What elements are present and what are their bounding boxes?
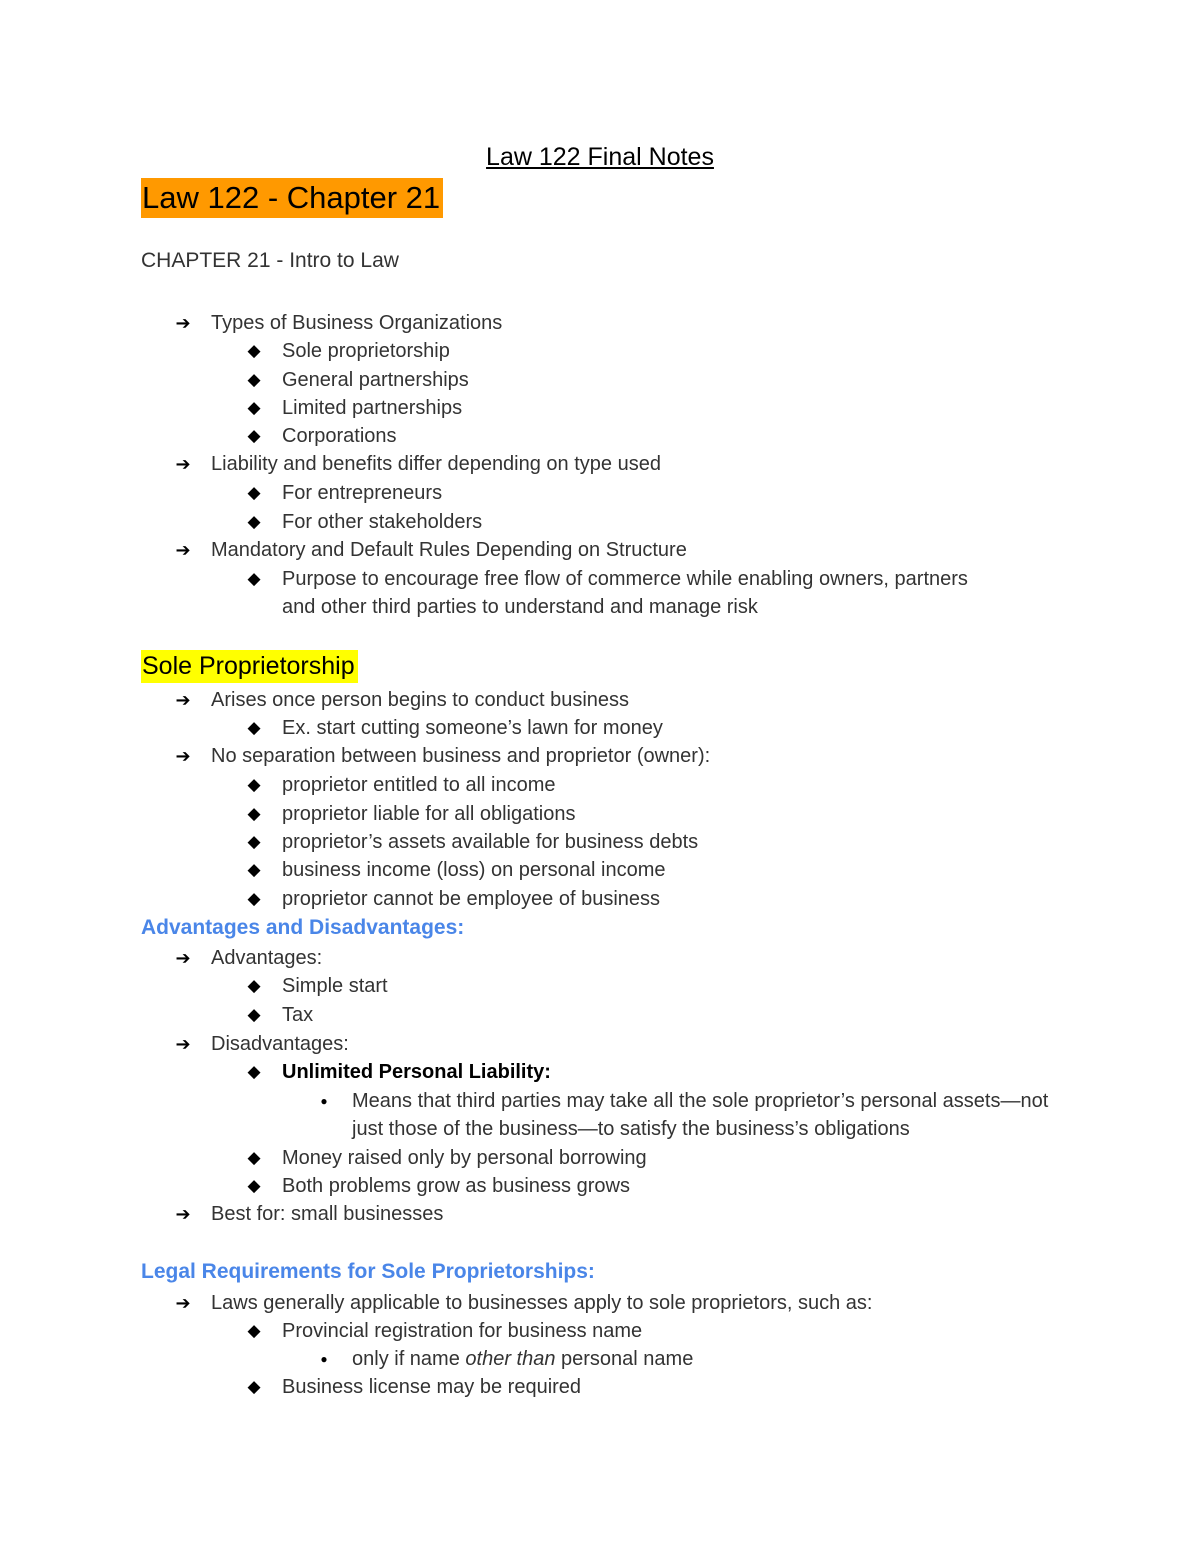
list-item: ➔ Disadvantages:	[211, 1030, 349, 1058]
diamond-bullet-icon: ◆	[247, 569, 261, 588]
diamond-bullet-icon: ◆	[247, 1176, 261, 1195]
list-item: ◆ Ex. start cutting someone’s lawn for money	[282, 714, 663, 742]
arrow-bullet-icon: ➔	[175, 454, 191, 474]
list-item: ◆ Tax	[282, 1001, 313, 1029]
diamond-bullet-icon: ◆	[247, 1005, 261, 1024]
arrow-bullet-icon: ➔	[175, 1293, 191, 1313]
document-title: Law 122 Final Notes	[486, 143, 714, 171]
list-item: ◆ business income (loss) on personal income	[282, 856, 666, 884]
diamond-bullet-icon: ◆	[247, 370, 261, 389]
list-item: ◆ Business license may be required	[282, 1373, 581, 1401]
list-item: ● only if name other than personal name	[352, 1345, 693, 1373]
list-item: ◆ proprietor’s assets available for business debts	[282, 828, 698, 856]
diamond-bullet-icon: ◆	[247, 718, 261, 737]
diamond-bullet-icon: ◆	[247, 1148, 261, 1167]
subsection-heading: Legal Requirements for Sole Proprietorships:	[141, 1260, 595, 1283]
dot-bullet-icon: ●	[320, 1352, 328, 1366]
arrow-bullet-icon: ➔	[175, 540, 191, 560]
arrow-bullet-icon: ➔	[175, 1204, 191, 1224]
list-item: ➔ Arises once person begins to conduct business	[211, 686, 629, 714]
dot-bullet-icon: ●	[320, 1094, 328, 1108]
list-item: ➔ No separation between business and proprietor (owner):	[211, 742, 710, 770]
list-item: ➔ Advantages:	[211, 944, 322, 972]
diamond-bullet-icon: ◆	[247, 889, 261, 908]
diamond-bullet-icon: ◆	[247, 341, 261, 360]
list-item: ◆ General partnerships	[282, 366, 469, 394]
diamond-bullet-icon: ◆	[247, 1377, 261, 1396]
diamond-bullet-icon: ◆	[247, 398, 261, 417]
list-item: ◆ Provincial registration for business name	[282, 1317, 642, 1345]
list-item: ➔ Liability and benefits differ depending on type used	[211, 450, 661, 478]
arrow-bullet-icon: ➔	[175, 690, 191, 710]
subsection-heading: Advantages and Disadvantages:	[141, 916, 465, 939]
list-item: ◆ Sole proprietorship	[282, 337, 450, 365]
section-heading: Sole Proprietorship	[141, 650, 358, 683]
list-item: ◆ Unlimited Personal Liability:	[282, 1058, 551, 1086]
list-item: ◆ Money raised only by personal borrowing	[282, 1144, 647, 1172]
list-item-continuation: just those of the business—to satisfy the business’s obligations	[352, 1118, 910, 1140]
list-item: ➔ Types of Business Organizations	[211, 309, 502, 337]
diamond-bullet-icon: ◆	[247, 832, 261, 851]
list-item: ◆ proprietor cannot be employee of business	[282, 885, 660, 913]
list-item: ● Means that third parties may take all the sole proprietor’s personal assets—not	[352, 1087, 1048, 1115]
list-item: ◆ For other stakeholders	[282, 508, 482, 536]
list-item: ➔ Mandatory and Default Rules Depending on Structure	[211, 536, 687, 564]
diamond-bullet-icon: ◆	[247, 804, 261, 823]
arrow-bullet-icon: ➔	[175, 313, 191, 333]
list-item-continuation: and other third parties to understand and manage risk	[282, 596, 758, 618]
diamond-bullet-icon: ◆	[247, 1321, 261, 1340]
list-item: ◆ Purpose to encourage free flow of commerce while enabling owners, partners	[282, 565, 968, 593]
diamond-bullet-icon: ◆	[247, 976, 261, 995]
list-item: ◆ proprietor liable for all obligations	[282, 800, 576, 828]
list-item: ➔ Laws generally applicable to businesses apply to sole proprietors, such as:	[211, 1289, 872, 1317]
list-item: ◆ Limited partnerships	[282, 394, 462, 422]
diamond-bullet-icon: ◆	[247, 512, 261, 531]
arrow-bullet-icon: ➔	[175, 746, 191, 766]
list-item: ➔ Best for: small businesses	[211, 1200, 443, 1228]
chapter-heading: Law 122 - Chapter 21	[141, 178, 443, 218]
diamond-bullet-icon: ◆	[247, 426, 261, 445]
arrow-bullet-icon: ➔	[175, 1034, 191, 1054]
list-item: ◆ proprietor entitled to all income	[282, 771, 555, 799]
list-item: ◆ Simple start	[282, 972, 388, 1000]
diamond-bullet-icon: ◆	[247, 483, 261, 502]
list-item: ◆ Both problems grow as business grows	[282, 1172, 630, 1200]
list-item: ◆ For entrepreneurs	[282, 479, 442, 507]
diamond-bullet-icon: ◆	[247, 1062, 261, 1081]
list-item: ◆ Corporations	[282, 422, 397, 450]
arrow-bullet-icon: ➔	[175, 948, 191, 968]
diamond-bullet-icon: ◆	[247, 860, 261, 879]
chapter-subtitle: CHAPTER 21 - Intro to Law	[141, 249, 399, 272]
diamond-bullet-icon: ◆	[247, 775, 261, 794]
